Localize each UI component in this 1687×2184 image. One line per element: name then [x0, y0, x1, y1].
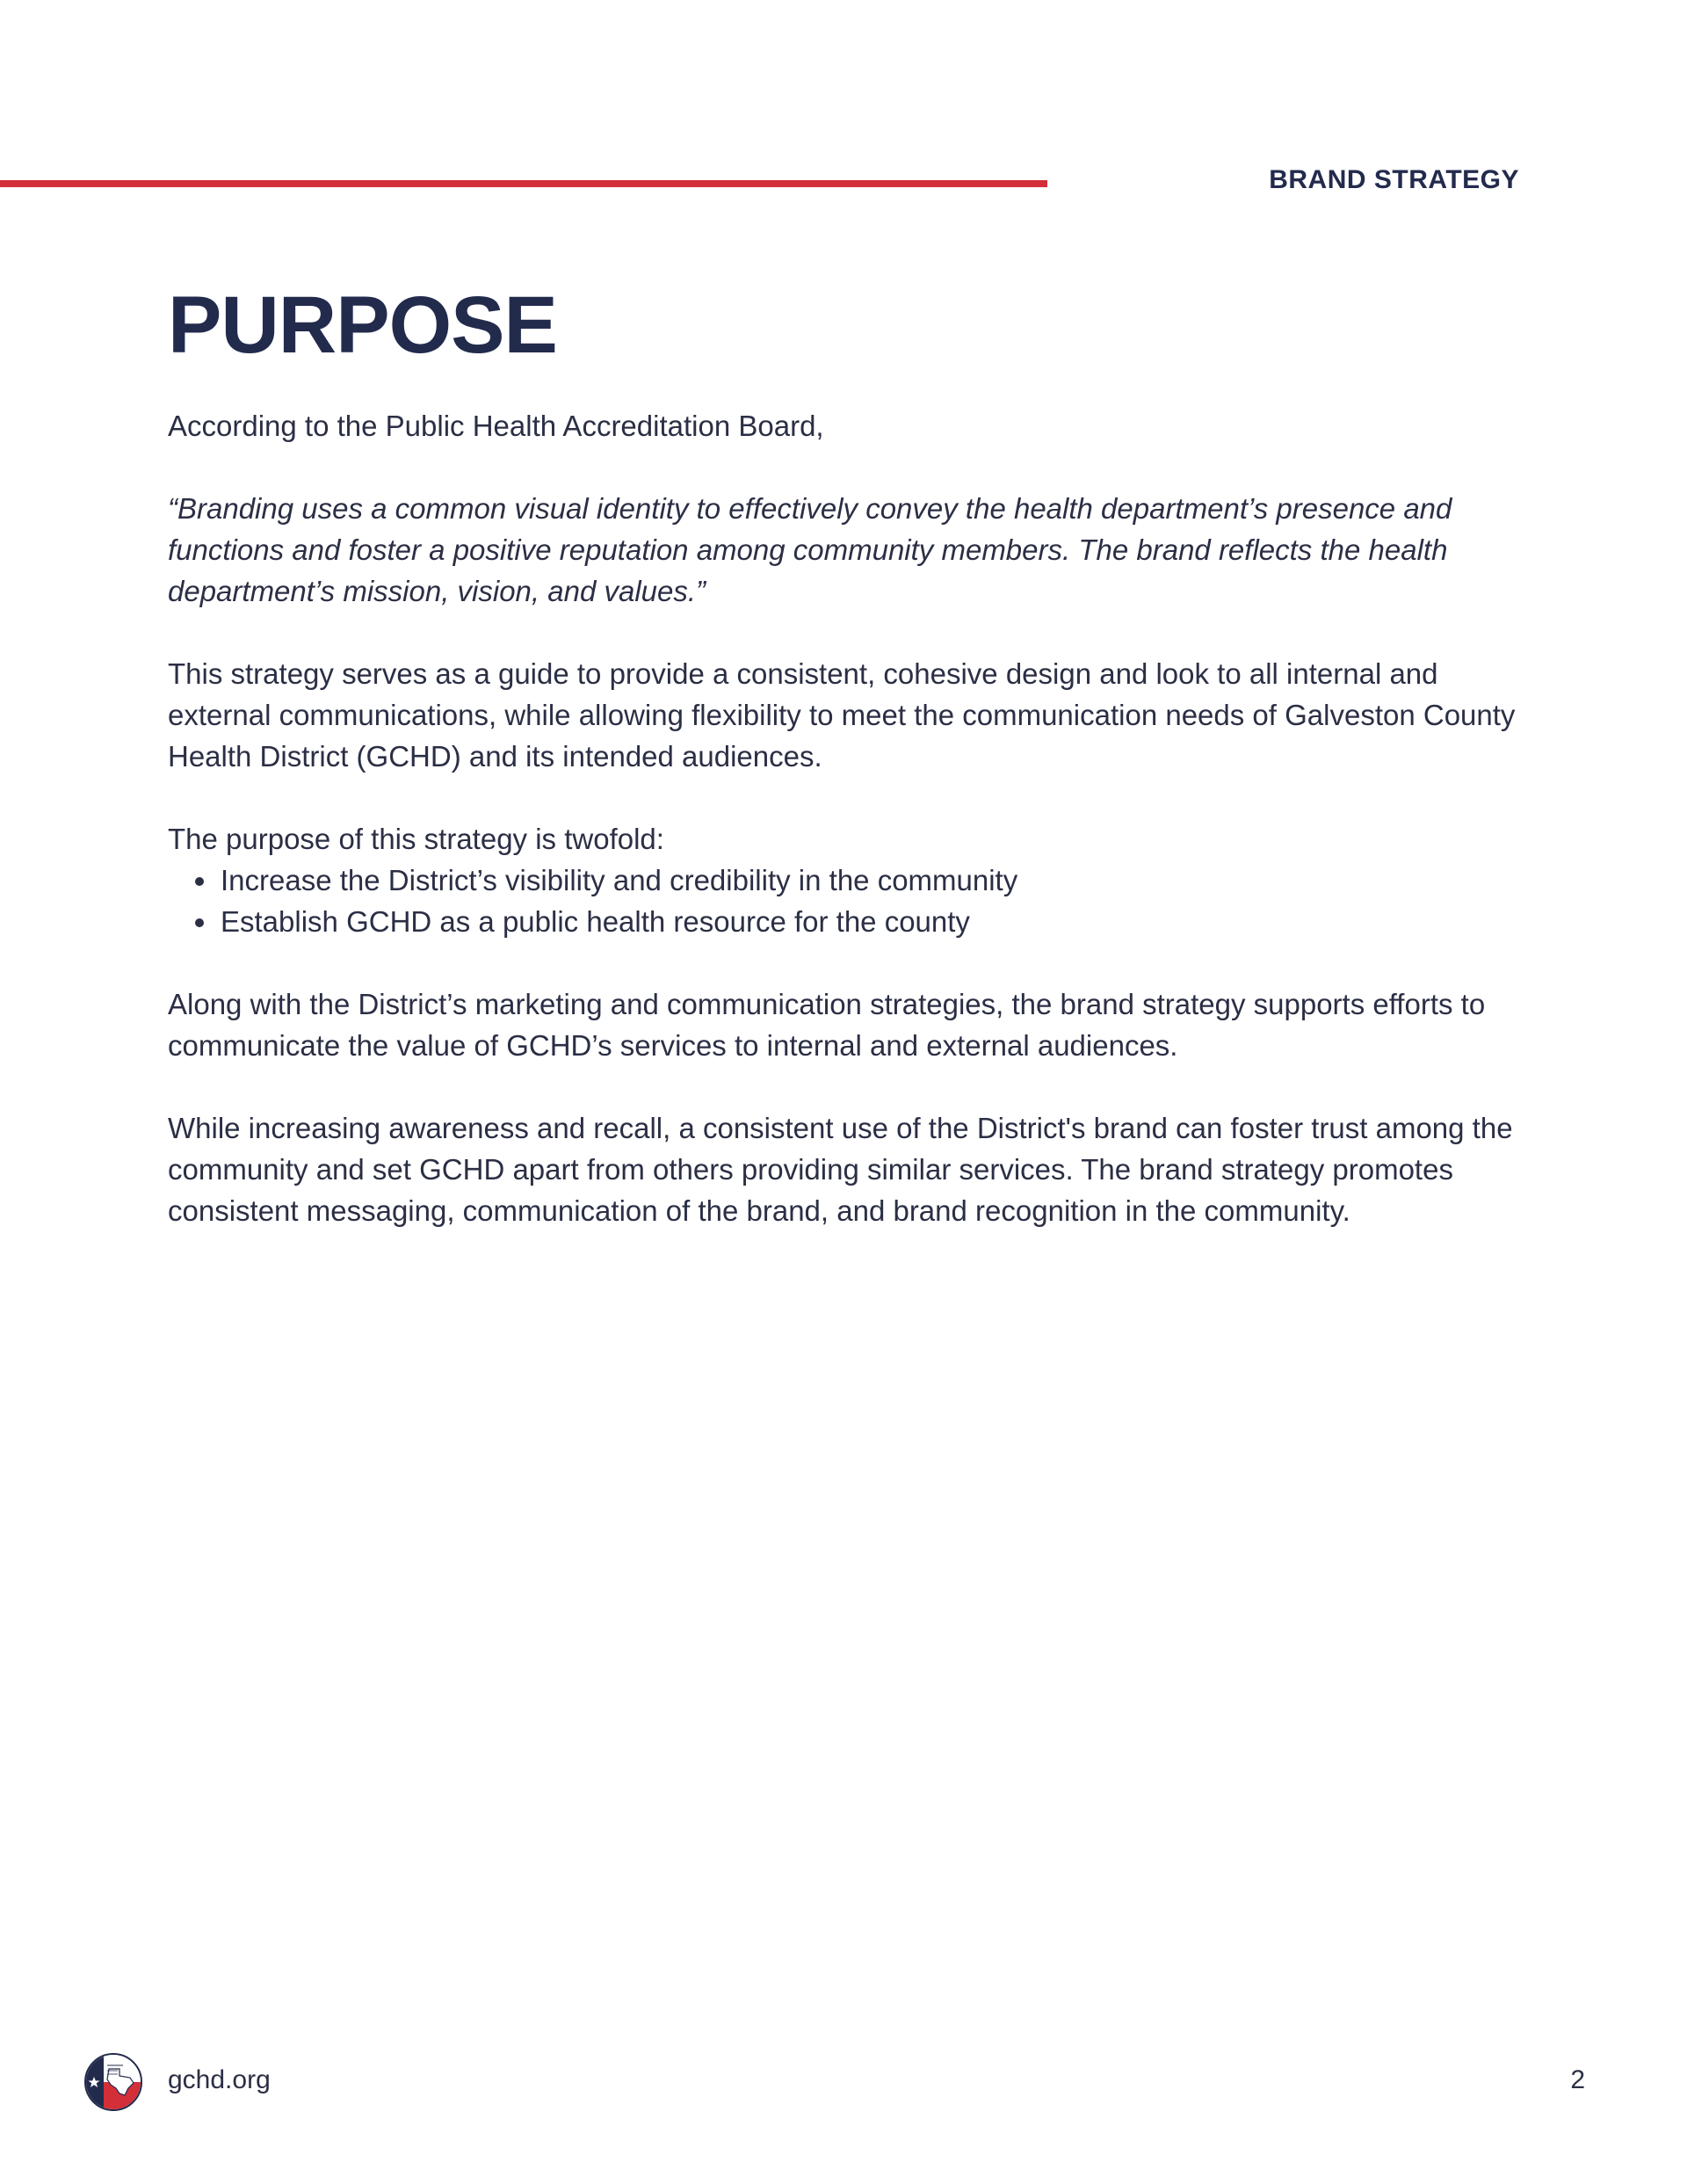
marketing-paragraph: Along with the District’s marketing and communication strategies, the brand strategy supports efforts to communicate the value of GCHD’s services to internal and external audiences. — [168, 988, 1486, 1063]
trust-paragraph: While increasing awareness and recall, a consistent use of the District's brand can foster trust among the community and set GCHD apart from others providing similar services. The brand strategy promotes consistent messaging, communication of the brand, and brand recognition in the community. — [168, 1112, 1513, 1228]
purpose-list — [168, 860, 1521, 942]
footer — [0, 2048, 1687, 2118]
list-item: • Increase the District’s visibility and credibility in the community — [219, 860, 1521, 901]
gchd-logo-icon — [84, 2053, 142, 2111]
list-item: • Establish GCHD as a public health resource for the county — [219, 901, 1521, 942]
list-intro: The purpose of this strategy is twofold: — [168, 823, 664, 856]
strategy-paragraph: This strategy serves as a guide to provide a consistent, cohesive design and look to all internal and external communications, while allowing flexibility to meet the communication needs of Galveston County Health District (GCHD) and its intended audiences. — [168, 657, 1516, 773]
page-title: PURPOSE — [168, 280, 557, 370]
header-label: BRAND STRATEGY — [1269, 165, 1519, 194]
main-content — [168, 281, 1521, 1273]
footer-url: gchd.org — [168, 2065, 271, 2094]
accreditation-quote: “Branding uses a common visual identity to effectively convey the health department’s presence and functions and foster a positive reputation among community members. The brand reflects the health department’s mission, vision, and values.” — [168, 492, 1452, 608]
page-number: 2 — [1570, 2065, 1585, 2094]
header-rule — [0, 180, 1047, 187]
intro-paragraph: According to the Public Health Accreditation Board, — [168, 410, 824, 443]
